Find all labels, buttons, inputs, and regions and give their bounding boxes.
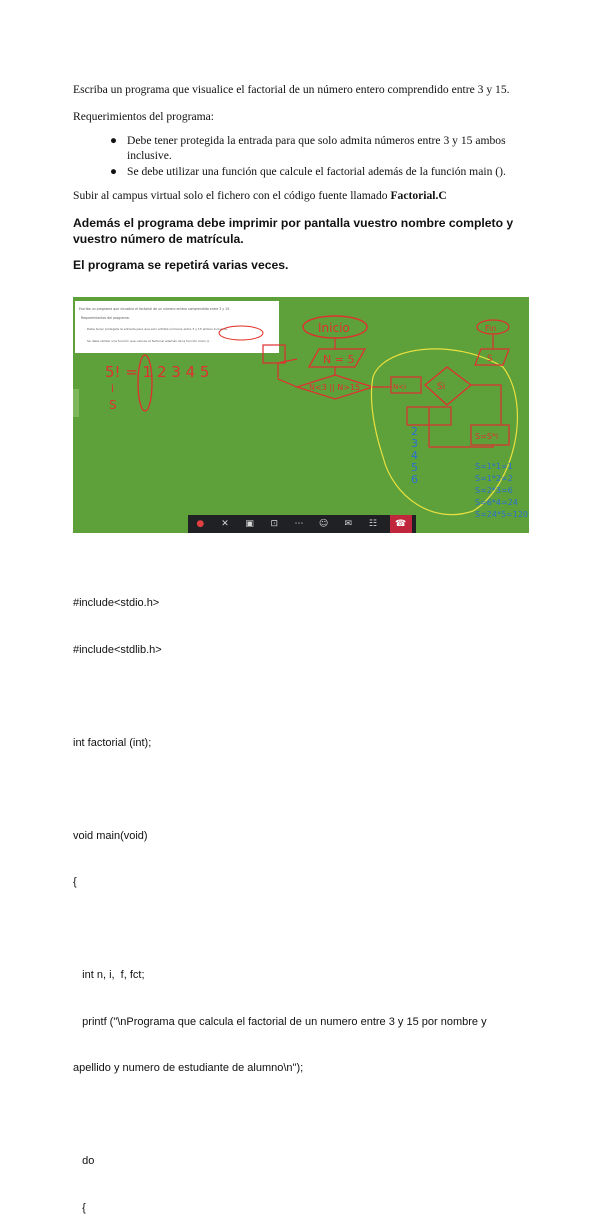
note-repeat: El programa se repetirá varias veces. bbox=[73, 258, 289, 272]
camera-off-icon[interactable]: ▣ bbox=[245, 519, 254, 529]
flow-assign: S=S*i bbox=[475, 432, 499, 441]
note-fact-expr: 5! = 1 2 3 4 5 bbox=[105, 363, 210, 381]
seq-step: S=6*4=24 bbox=[475, 498, 518, 507]
chat-icon[interactable]: ✉ bbox=[344, 519, 353, 529]
whiteboard-drawing bbox=[73, 297, 529, 533]
requirements-list bbox=[110, 133, 527, 179]
code-line: #include<stdio.h> bbox=[73, 597, 160, 609]
code-line bbox=[73, 782, 487, 798]
embedded-bullet2: Se debe utilizar una función que calcule el factorial además de la función main (). bbox=[87, 339, 210, 343]
code-line: printf ("\nPrograma que calcula el factorial de un numero entre 3 y 15 por nombre y bbox=[73, 1015, 487, 1028]
note-s: S bbox=[109, 398, 117, 412]
code-line bbox=[73, 689, 487, 705]
seq-step: S=2*3=6 bbox=[475, 486, 513, 495]
flow-loop-cond: N<i bbox=[393, 383, 407, 391]
i-value: 2 bbox=[411, 425, 418, 438]
requirements-heading: Requerimientos del programa: bbox=[73, 110, 215, 123]
flow-decision2 bbox=[425, 367, 471, 405]
flow-end-label: Fin bbox=[485, 324, 497, 333]
flow-output-label: S bbox=[487, 354, 493, 364]
flow-decision-label: N<3 || N>15 bbox=[309, 383, 361, 392]
code-line: do bbox=[73, 1155, 95, 1167]
whiteboard-screenshot bbox=[73, 297, 529, 533]
requirement-item: ● Se debe utilizar una función que calcule el factorial además de la función main (). bbox=[110, 165, 506, 178]
requirement-item: ● Debe tener protegida la entrada para que solo admita números entre 3 y 15 ambos inclusive. bbox=[110, 134, 506, 162]
intro-text: Escriba un programa que visualice el factorial de un número entero comprendido entre 3 y 15. bbox=[73, 83, 510, 96]
flow-si: Si bbox=[437, 382, 446, 392]
i-value: 4 bbox=[411, 449, 418, 462]
upload-instruction: Subir al campus virtual solo el fichero con el código fuente llamado Factorial.C bbox=[73, 189, 447, 202]
note-name-matricula: Además el programa debe imprimir por pantalla vuestro nombre completo y vuestro número de matrícula. bbox=[73, 216, 514, 246]
more-icon[interactable]: ⋯ bbox=[294, 519, 304, 529]
people-icon[interactable]: ☷ bbox=[368, 519, 377, 529]
code-line: int factorial (int); bbox=[73, 736, 152, 749]
meeting-toolbar bbox=[188, 515, 416, 533]
mic-off-icon[interactable]: ✕ bbox=[221, 519, 229, 529]
code-line: #include<stdlib.h> bbox=[73, 643, 162, 656]
embedded-bullet1: Debe tener protegida la entrada para que solo admita números entre 3 y 15 ambos inclusive. bbox=[87, 327, 228, 331]
flow-input-label: N = 5 bbox=[323, 353, 355, 366]
side-handle bbox=[73, 389, 79, 417]
seq-step: S=1*2=2 bbox=[475, 474, 513, 483]
code-line: { bbox=[73, 1201, 86, 1214]
seq-step: S=1*1=1 bbox=[475, 462, 513, 471]
code-line: int n, i, f, fct; bbox=[73, 969, 145, 981]
i-value: 3 bbox=[411, 437, 418, 450]
note-i: i bbox=[111, 382, 115, 395]
flow-start-label: Inicio bbox=[318, 321, 350, 335]
bullet-icon: ● bbox=[110, 165, 118, 178]
record-icon[interactable]: ● bbox=[196, 519, 205, 529]
reactions-icon[interactable]: ☺ bbox=[318, 519, 329, 529]
i-value: 6 bbox=[411, 473, 418, 486]
code-line: void main(void) bbox=[73, 829, 148, 842]
code-line bbox=[73, 922, 487, 938]
end-call-icon[interactable]: ☎ bbox=[390, 515, 412, 533]
screen-share-icon[interactable]: ⊡ bbox=[270, 519, 279, 529]
embedded-line1: Escriba un programa que visualice el factorial de un número entero comprendido entre 3 y 15. bbox=[79, 307, 231, 311]
code-block bbox=[73, 565, 487, 1232]
bullet-icon: ● bbox=[110, 134, 118, 147]
code-line: { bbox=[73, 876, 77, 888]
code-line: apellido y numero de estudiante de alumno\n"); bbox=[73, 1062, 304, 1074]
seq-step: S=24*5=120 bbox=[475, 510, 529, 519]
filename: Factorial.C bbox=[390, 189, 447, 202]
i-value: 5 bbox=[411, 461, 418, 474]
code-line bbox=[73, 1108, 487, 1124]
embedded-line2: Requerimientos del programa: bbox=[81, 316, 130, 320]
